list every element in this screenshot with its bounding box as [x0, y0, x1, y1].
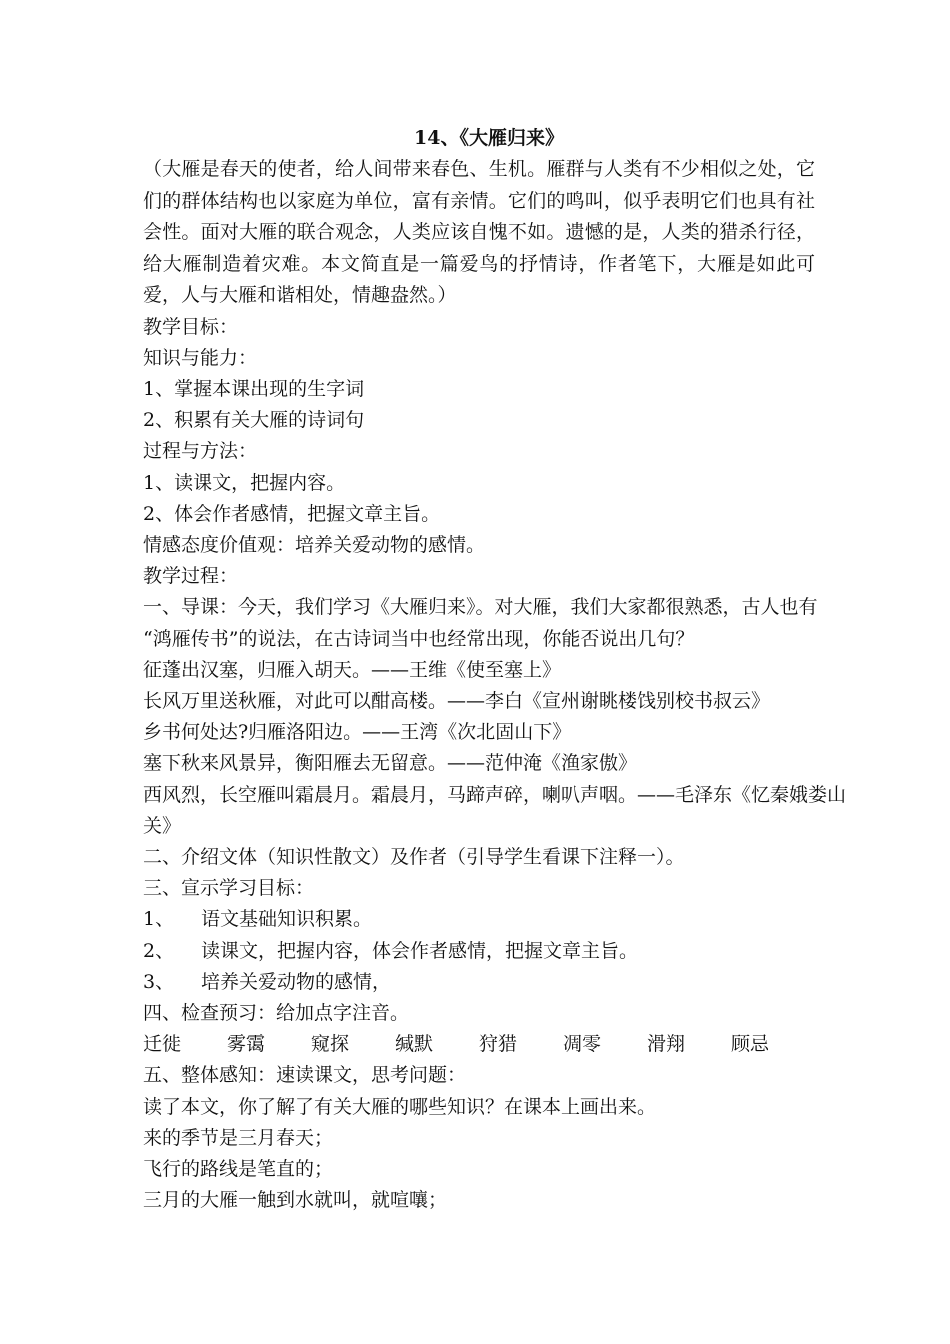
text-line: 二、介绍文体（知识性散文）及作者（引导学生看课下注释一）。: [143, 845, 685, 868]
text-line: 来的季节是三月春天；: [143, 1126, 334, 1149]
vocab-word: 窥探: [311, 1033, 350, 1056]
poem-line: 乡书何处达?归雁洛阳边。——王湾《次北固山下》: [143, 721, 572, 744]
poem-line: 长风万里送秋雁，对此可以酣高楼。——李白《宣州谢眺楼饯别校书叔云》: [143, 689, 771, 712]
vocab-word: 顾忌: [731, 1033, 770, 1056]
vocab-word-row: [143, 1029, 815, 1060]
poem-line: 塞下秋来风景异，衡阳雁去无留意。——范仲淹《渔家傲》: [143, 752, 638, 775]
text-line: 一、导课：今天，我们学习《大雁归来》。对大雁，我们大家都很熟悉，古人也有: [143, 596, 818, 619]
goal-text: 语文基础知识积累。: [201, 908, 373, 931]
text-line: 过程与方法：: [143, 440, 258, 463]
text-line: 读了本文，你了解了有关大雁的哪些知识？在课本上画出来。: [143, 1095, 657, 1118]
goal-text: 培养关爱动物的感情，: [201, 970, 392, 993]
text-line: 四、检查预习：给加点字注音。: [143, 1001, 410, 1024]
text-line: 教学过程：: [143, 565, 239, 588]
goal-number: 2、: [143, 939, 175, 962]
goal-item: [143, 967, 815, 998]
text-line: 1、掌握本课出现的生字词: [143, 377, 365, 400]
vocab-word: 滑翔: [647, 1033, 686, 1056]
text-line: 教学目标：: [143, 315, 239, 338]
text-line: 知识与能力：: [143, 346, 258, 369]
goal-text: 读课文，把握内容，体会作者感情，把握文章主旨。: [201, 939, 639, 962]
goal-item: [143, 904, 815, 935]
document-body: [143, 123, 847, 1216]
text-line: 情感态度价值观：培养关爱动物的感情。: [143, 533, 486, 556]
text-line: 五、整体感知：速读课文，思考问题：: [143, 1064, 467, 1087]
vocab-word: 凋零: [563, 1033, 602, 1056]
text-line: 三、宣示学习目标：: [143, 877, 315, 900]
vocab-word: 迁徙: [143, 1033, 182, 1056]
vocab-word: 狩猎: [479, 1033, 518, 1056]
goal-item: [143, 936, 815, 967]
lesson-title: 14、《大雁归来》: [414, 127, 564, 149]
poem-line: 关》: [143, 814, 182, 837]
vocab-word: 缄默: [395, 1033, 434, 1056]
text-line: 飞行的路线是笔直的；: [143, 1157, 334, 1180]
vocab-word: 雾霭: [227, 1033, 266, 1056]
intro-paragraph: （大雁是春天的使者，给人间带来春色、生机。雁群与人类有不少相似之处，它们的群体结构也以家庭为单位，富有亲情。它们的鸣叫，似乎表明它们也具有社会性。面对大雁的联合观念，人类应该自愧不如。遗憾的是，人类的猎杀行径，给大雁制造着灾难。本文简直是一篇爱鸟的抒情诗，作者笔下，大雁是如此可爱，人与大雁和谐相处，情趣盎然。）: [143, 158, 815, 306]
goal-number: 1、: [143, 908, 175, 931]
text-line: “鸿雁传书”的说法，在古诗词当中也经常出现，你能否说出几句？: [143, 627, 695, 650]
text-line: 三月的大雁一触到水就叫，就喧嚷；: [143, 1189, 448, 1212]
text-line: 2、体会作者感情，把握文章主旨。: [143, 502, 441, 525]
text-line: 1、读课文，把握内容。: [143, 471, 346, 494]
poem-line: 西风烈，长空雁叫霜晨月。霜晨月，马蹄声碎，喇叭声咽。——毛泽东《忆秦娥娄山: [143, 783, 847, 806]
goal-number: 3、: [143, 970, 175, 993]
poem-line: 征蓬出汉塞，归雁入胡天。——王维《使至塞上》: [143, 658, 562, 681]
text-line: 2、积累有关大雁的诗词句: [143, 409, 365, 432]
